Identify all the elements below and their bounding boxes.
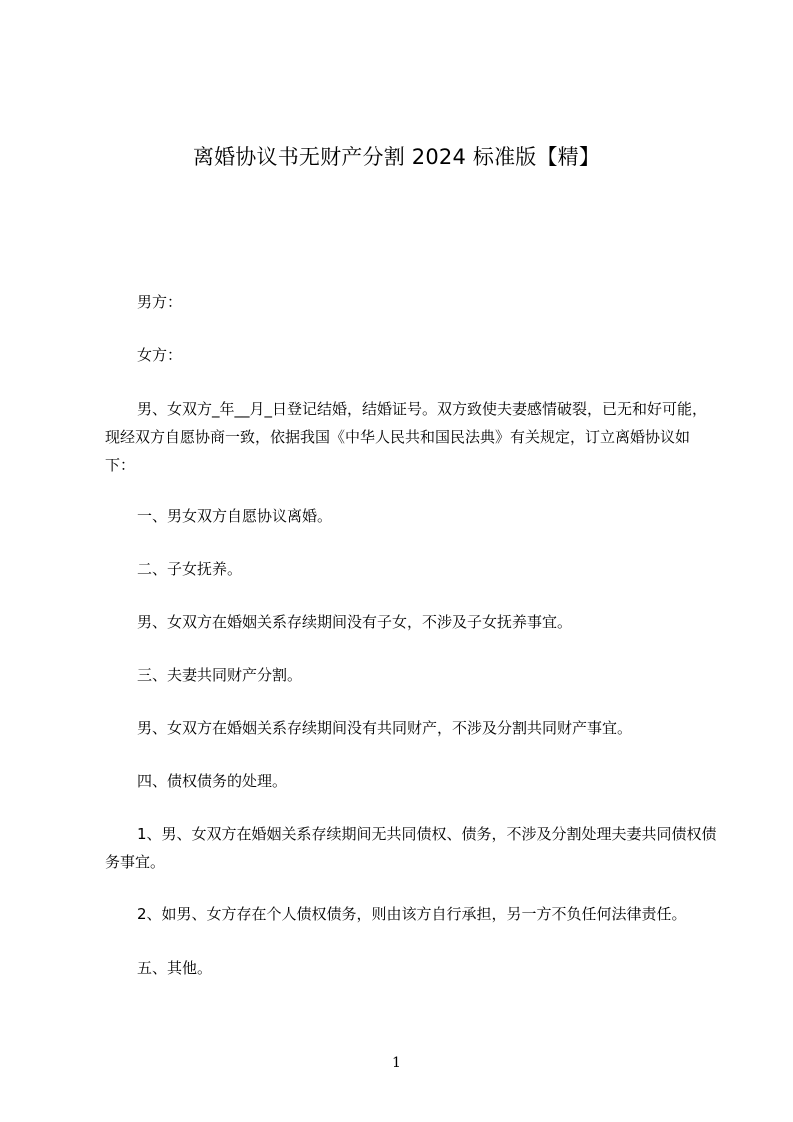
paragraph-section-3-heading: 三、夫妻共同财产分割。 bbox=[137, 666, 303, 684]
paragraph-section-4-heading: 四、债权债务的处理。 bbox=[137, 772, 288, 790]
paragraph-female-party: 女方： bbox=[137, 346, 183, 364]
paragraph-section-2-body: 男、女双方在婚姻关系存续期间没有子女，不涉及子女抚养事宜。 bbox=[137, 613, 573, 631]
paragraph-section-2-heading: 二、子女抚养。 bbox=[137, 560, 243, 578]
paragraph-section-1: 一、男女双方自愿协议离婚。 bbox=[137, 507, 333, 525]
paragraph-preamble: 男、女双方_年__月_日登记结婚，结婚证号。双方致使夫妻感情破裂，已无和好可能，现经双方自愿协商一致，依据我国《中华人民共和国民法典》有关规定，订立离婚协议如下： bbox=[105, 400, 708, 474]
page-number: 1 bbox=[392, 1055, 401, 1071]
paragraph-section-4-item-2: 2、如男、女方存在个人债权债务，则由该方自行承担，另一方不负任何法律责任。 bbox=[137, 905, 687, 923]
document-title: 离婚协议书无财产分割 2024 标准版【精】 bbox=[192, 145, 601, 169]
paragraph-section-4-item-1: 1、男、女双方在婚姻关系存续期间无共同债权、债务，不涉及分割处理夫妻共同债权债务事宜。 bbox=[105, 825, 717, 871]
paragraph-male-party: 男方： bbox=[137, 293, 183, 311]
paragraph-section-5-heading: 五、其他。 bbox=[137, 959, 213, 977]
paragraph-section-3-body: 男、女双方在婚姻关系存续期间没有共同财产，不涉及分割共同财产事宜。 bbox=[137, 719, 633, 737]
